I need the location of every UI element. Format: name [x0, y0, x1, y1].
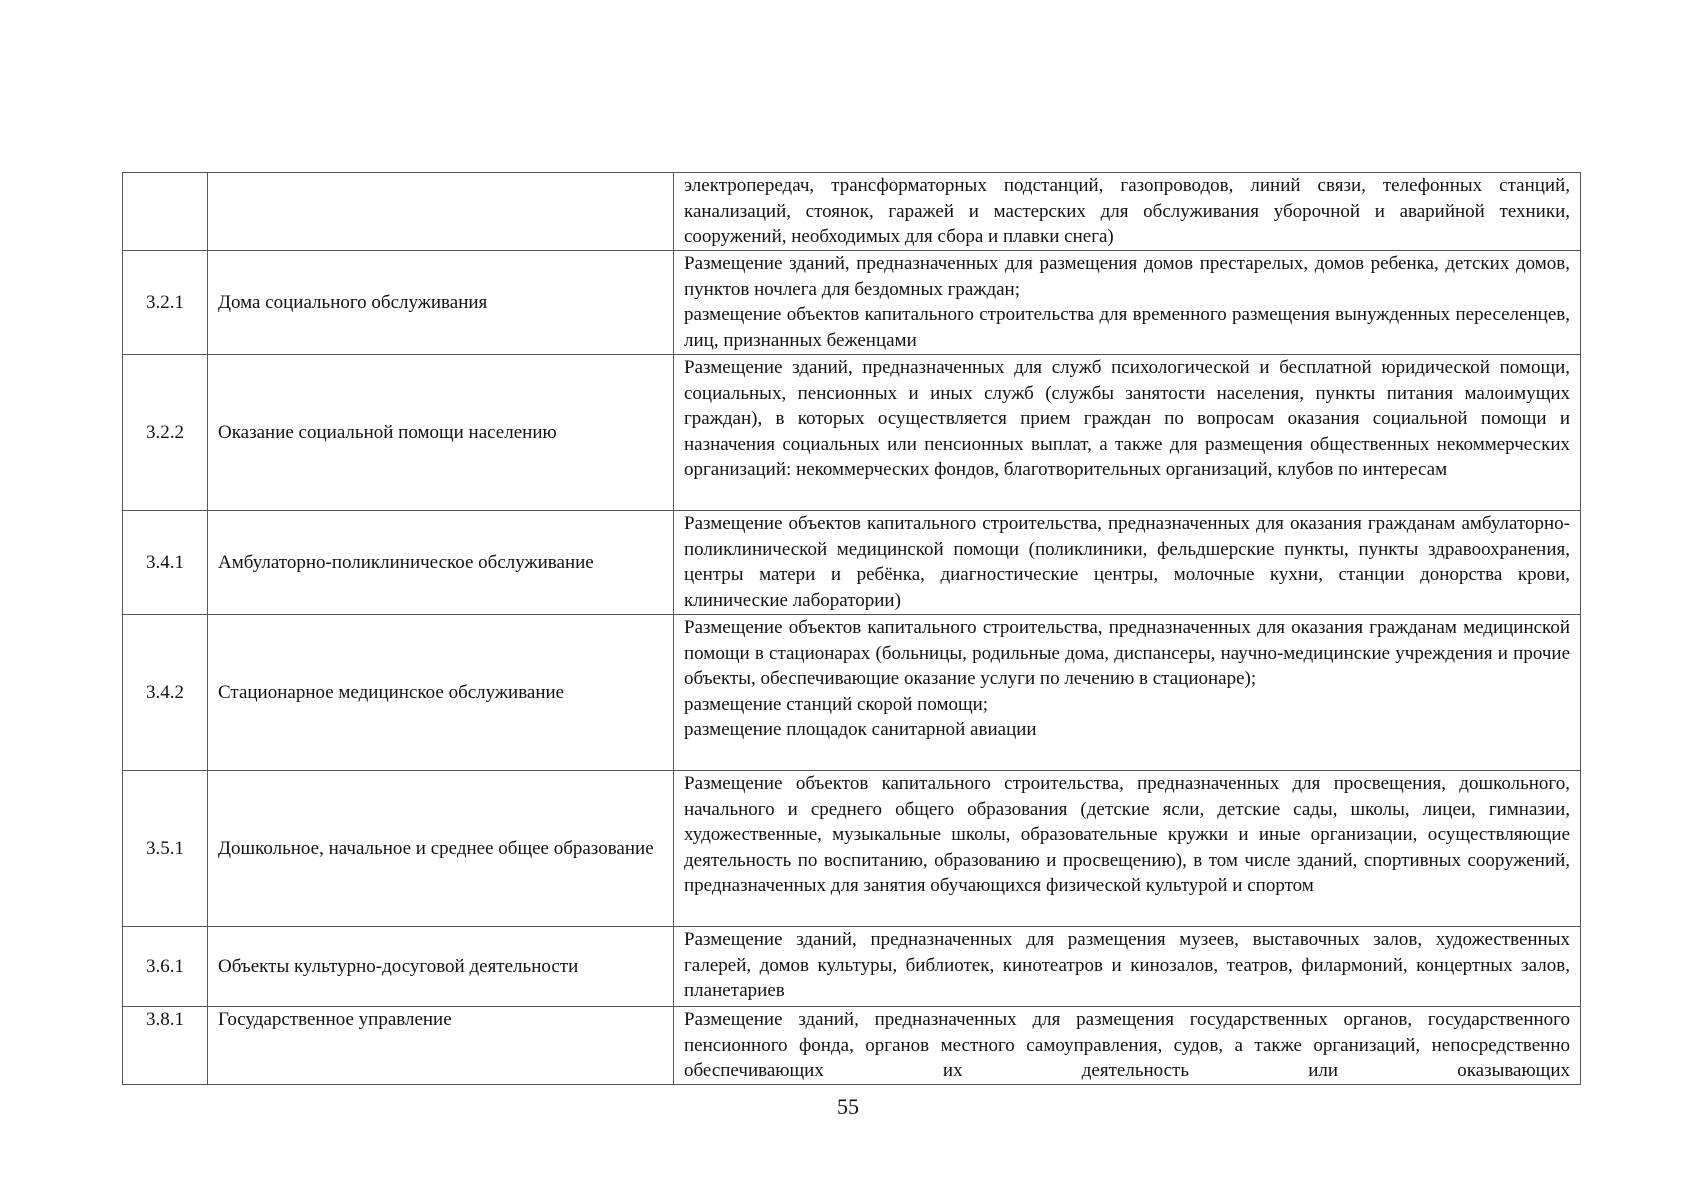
- row-name: Объекты культурно-досуговой деятельности: [208, 927, 674, 1007]
- table-row: [123, 355, 1581, 511]
- description-paragraph: Размещение зданий, предназначенных для служб психологической и бесплатной юридической помощи, социальных, пенсионных и иных служб (службы занятости населения, пункты питания малоимущих граждан), в которых осуществляется прием граждан по вопросам оказания социальной помощи и назначения социальных или пенсионных выплат, а также для размещения общественных некоммерческих организаций: некоммерческих фондов, благотворительных организаций, клубов по интересам: [684, 357, 1570, 480]
- row-name: Оказание социальной помощи населению: [208, 355, 674, 511]
- row-code: 3.2.2: [123, 355, 208, 511]
- row-description: [674, 615, 1581, 771]
- table-row: [123, 1007, 1581, 1085]
- description-paragraph: электропередач, трансформаторных подстанций, газопроводов, линий связи, телефонных станций, канализаций, стоянок, гаражей и мастерских для обслуживания уборочной и аварийной техники, сооружений, необходимых для сбора и плавки снега): [684, 175, 1570, 247]
- row-name: Дошкольное, начальное и среднее общее образование: [208, 771, 674, 927]
- description-paragraph: Размещение зданий, предназначенных для размещения музеев, выставочных залов, художественных галерей, домов культуры, библиотек, кинотеатров и кинозалов, театров, филармоний, концертных залов, планетариев: [684, 929, 1570, 1001]
- row-code: 3.4.2: [123, 615, 208, 771]
- row-code: 3.6.1: [123, 927, 208, 1007]
- table-row: [123, 771, 1581, 927]
- row-code: [123, 173, 208, 251]
- table-row: [123, 615, 1581, 771]
- description-paragraph: размещение станций скорой помощи;: [684, 693, 989, 715]
- row-code: 3.4.1: [123, 511, 208, 615]
- description-paragraph: Размещение объектов капитального строительства, предназначенных для оказания гражданам медицинской помощи в стационарах (больницы, родильные дома, диспансеры, научно-медицинские учреждения и прочие объекты, обеспечивающие оказание услуги по лечению в стационаре);: [684, 617, 1570, 689]
- description-paragraph: Размещение объектов капитального строительства, предназначенных для оказания гражданам амбулаторно-поликлинической медицинской помощи (поликлиники, фельдшерские пункты, пункты здравоохранения, центры матери и ребёнка, диагностические центры, молочные кухни, станции донорства крови, клинические лаборатории): [684, 513, 1570, 611]
- row-name: [208, 173, 674, 251]
- row-description: [674, 771, 1581, 927]
- row-name: Амбулаторно-поликлиническое обслуживание: [208, 511, 674, 615]
- row-name: Стационарное медицинское обслуживание: [208, 615, 674, 771]
- row-code: 3.5.1: [123, 771, 208, 927]
- page-number: 55: [837, 1094, 859, 1119]
- row-name: Дома социального обслуживания: [208, 251, 674, 355]
- description-paragraph: размещение площадок санитарной авиации: [684, 719, 1037, 740]
- description-paragraph: Размещение зданий, предназначенных для размещения домов престарелых, домов ребенка, детских домов, пунктов ночлега для бездомных граждан;: [684, 253, 1570, 300]
- row-code: 3.2.1: [123, 251, 208, 355]
- row-description: [674, 927, 1581, 1007]
- description-paragraph: размещение объектов капитального строительства для временного размещения вынужденных переселенцев, лиц, признанных беженцами: [684, 304, 1570, 351]
- row-description: [674, 511, 1581, 615]
- table-row: [123, 251, 1581, 355]
- row-description: [674, 251, 1581, 355]
- row-description: [674, 355, 1581, 511]
- row-code: 3.8.1: [123, 1007, 208, 1085]
- table-row: [123, 927, 1581, 1007]
- row-description: [674, 173, 1581, 251]
- table-row: [123, 173, 1581, 251]
- description-paragraph: Размещение объектов капитального строительства, предназначенных для просвещения, дошкольного, начального и среднего общего образования (детские ясли, детские сады, школы, лицеи, гимназии, художественные, музыкальные школы, образовательные кружки и иные организации, осуществляющие деятельность по воспитанию, образованию и просвещению), в том числе зданий, спортивных сооружений, предназначенных для занятия обучающихся физической культурой и спортом: [684, 773, 1570, 896]
- row-name: Государственное управление: [208, 1007, 674, 1085]
- table-row: [123, 511, 1581, 615]
- row-description: [674, 1007, 1581, 1085]
- land-use-table: [122, 172, 1581, 1085]
- description-paragraph: Размещение зданий, предназначенных для размещения государственных органов, государственного пенсионного фонда, органов местного самоуправления, судов, а также организаций, непосредственно обеспечивающих их деятельность или оказывающих: [684, 1009, 1570, 1081]
